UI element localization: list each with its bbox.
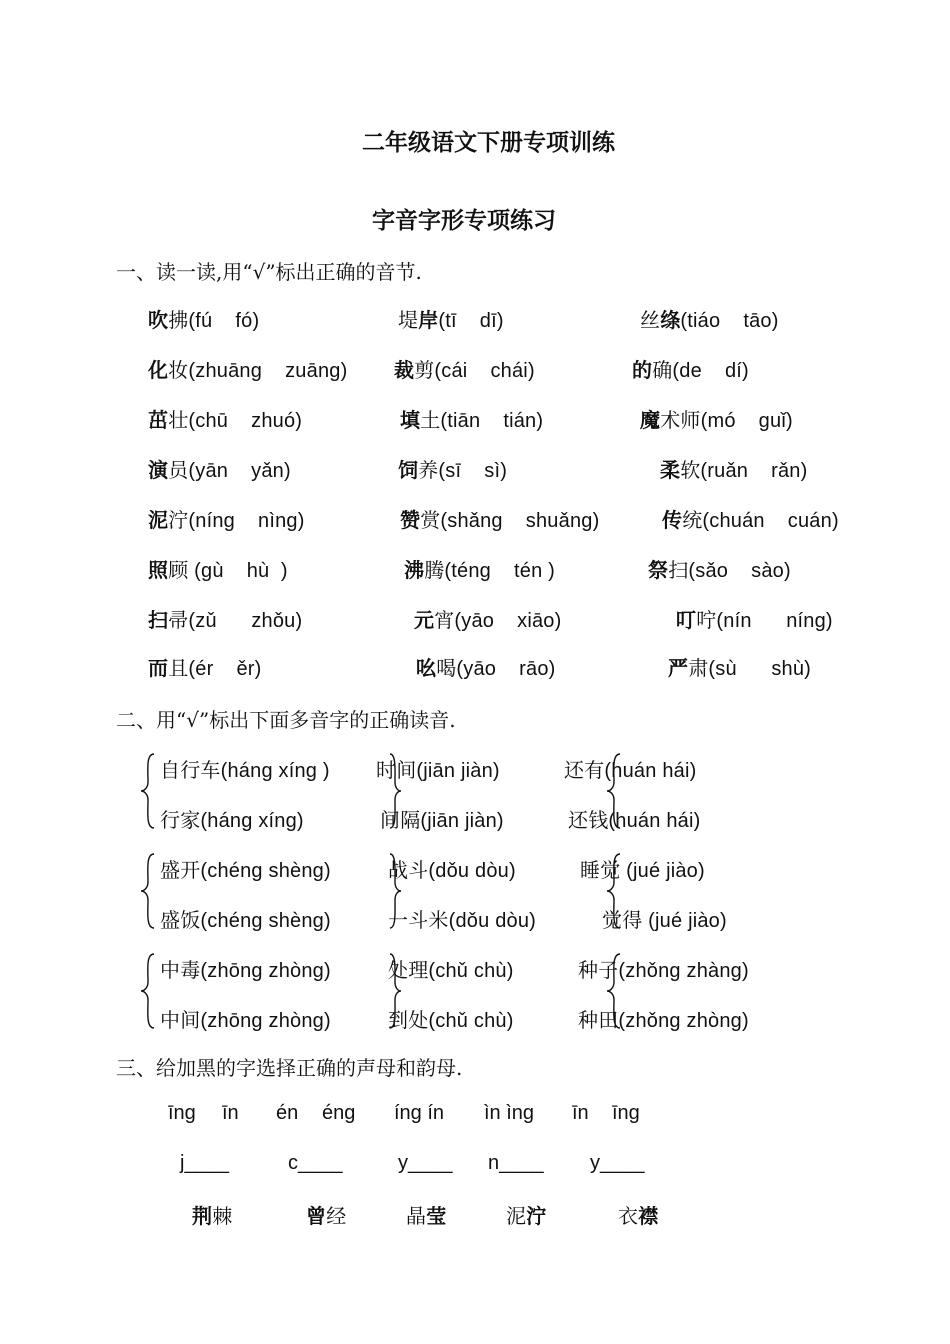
final-option: īn — [222, 1102, 239, 1124]
final-option: īng — [168, 1102, 196, 1124]
final-option: én — [276, 1102, 299, 1124]
pinyin-options: (chéng shèng) — [200, 910, 331, 932]
pinyin-options: (chéng shèng) — [200, 860, 331, 882]
pinyin-options: (fú fó) — [188, 310, 260, 332]
pinyin-item — [148, 504, 305, 533]
word-char-1: 填 — [400, 408, 421, 432]
word-char-rest: 泞 — [168, 508, 189, 532]
pinyin-options: (háng xíng) — [200, 810, 304, 832]
pinyin-item — [662, 504, 839, 533]
pinyin-options: (huán hái) — [604, 760, 697, 782]
pinyin-options: (mó guǐ) — [700, 410, 793, 432]
word-char-1: 赞 — [400, 508, 421, 532]
word-char-1: 茁 — [148, 408, 169, 432]
pinyin-item — [404, 554, 555, 583]
polyphone-word: 觉得 — [602, 908, 643, 932]
word-char-1: 衣 — [618, 1204, 639, 1228]
final-option: īng — [612, 1102, 640, 1124]
target-word — [406, 1200, 446, 1229]
word-char-1: 祭 — [648, 558, 669, 582]
pinyin-options: (sǎo sào) — [688, 560, 791, 582]
pinyin-item — [398, 454, 507, 483]
brace-group-9 — [606, 952, 622, 1030]
pinyin-options: (zhǒng zhàng) — [618, 960, 749, 982]
pinyin-item — [648, 554, 791, 583]
final-option: ìn ìng — [484, 1102, 535, 1124]
word-char-1: 照 — [148, 558, 169, 582]
pinyin-item — [668, 652, 811, 681]
word-char-rest: 扫 — [668, 558, 689, 582]
pinyin-options: (ér ěr) — [188, 658, 262, 680]
word-char-1: 泥 — [506, 1204, 527, 1228]
pinyin-item — [416, 652, 556, 681]
pinyin-options: (jiān jiàn) — [420, 810, 504, 832]
initial-blank[interactable]: y____ — [398, 1152, 453, 1174]
final-option: éng — [322, 1102, 356, 1124]
polyphone-item — [160, 904, 331, 933]
word-char-1: 荆 — [192, 1204, 213, 1228]
polyphone-word: 时间 — [376, 758, 417, 782]
pinyin-options: (tiáo tāo) — [680, 310, 779, 332]
word-char-rest: 软 — [680, 458, 701, 482]
word-char-rest: 帚 — [168, 608, 189, 632]
brace-group-1 — [140, 752, 156, 830]
word-char-2: 棘 — [212, 1204, 233, 1228]
polyphone-word: 处理 — [388, 958, 429, 982]
final-option: íng ín — [394, 1102, 445, 1124]
pinyin-item — [148, 354, 347, 383]
word-char-rest: 岸 — [418, 308, 439, 332]
pinyin-options: (cái chái) — [434, 360, 535, 382]
initial-blank[interactable]: j____ — [180, 1152, 229, 1174]
word-char-rest: 赏 — [420, 508, 441, 532]
pinyin-options: (níng nìng) — [188, 510, 305, 532]
word-char-1: 堤 — [398, 308, 419, 332]
polyphone-item — [578, 954, 749, 983]
pinyin-options: (zhuāng zuāng) — [188, 360, 348, 382]
pinyin-options: (shǎng shuǎng) — [440, 510, 600, 532]
word-char-rest: 肃 — [688, 656, 709, 680]
pinyin-item — [148, 652, 262, 681]
word-char-rest: 术师 — [660, 408, 701, 432]
pinyin-options: (gù hù ) — [188, 560, 288, 582]
target-word — [506, 1200, 546, 1229]
brace-group-4 — [388, 752, 402, 830]
word-char-2: 经 — [326, 1204, 347, 1228]
brace-group-8 — [606, 852, 622, 930]
polyphone-item — [160, 854, 331, 883]
word-char-1: 饲 — [398, 458, 419, 482]
brace-group-3 — [140, 952, 156, 1030]
pinyin-options: (de dí) — [672, 360, 749, 382]
document-title: 二年级语文下册专项训练 — [362, 130, 615, 156]
final-option: īn — [572, 1102, 589, 1124]
pinyin-options: (zhōng zhòng) — [200, 1010, 331, 1032]
pinyin-item — [148, 454, 291, 483]
polyphone-word: 盛饭 — [160, 908, 201, 932]
polyphone-word: 间隔 — [380, 808, 421, 832]
pinyin-item — [148, 604, 302, 633]
pinyin-options: (dǒu dòu) — [428, 860, 516, 882]
word-char-rest: 养 — [418, 458, 439, 482]
word-char-rest: 咛 — [696, 608, 717, 632]
pinyin-item — [398, 304, 504, 333]
polyphone-word: 睡觉 — [580, 858, 621, 882]
word-char-rest: 宵 — [434, 608, 455, 632]
polyphone-item — [580, 854, 705, 883]
polyphone-word: 自行车 — [160, 758, 221, 782]
pinyin-options: (nín níng) — [716, 610, 833, 632]
pinyin-item — [632, 354, 749, 383]
target-word — [306, 1200, 346, 1229]
word-char-rest: 妆 — [168, 358, 189, 382]
word-char-rest: 腾 — [424, 558, 445, 582]
pinyin-item — [640, 404, 793, 433]
pinyin-options: (jué jiào) — [620, 860, 705, 882]
pinyin-options: (tī dī) — [438, 310, 504, 332]
word-char-1: 严 — [668, 656, 689, 680]
pinyin-item — [640, 304, 779, 333]
word-char-1: 吆 — [416, 656, 437, 680]
pinyin-options: (yāo xiāo) — [454, 610, 562, 632]
pinyin-options: (yāo rāo) — [456, 658, 556, 680]
pinyin-options: (háng xíng ) — [220, 760, 330, 782]
word-char-rest: 确 — [652, 358, 673, 382]
initial-blank[interactable]: n____ — [488, 1152, 544, 1174]
polyphone-item — [160, 804, 304, 833]
word-char-rest: 壮 — [168, 408, 189, 432]
section3-heading: 三、给加黑的字选择正确的声母和韵母. — [116, 1056, 463, 1080]
pinyin-options: (huán hái) — [608, 810, 701, 832]
pinyin-options: (téng tén ) — [444, 560, 556, 582]
polyphone-word: 行家 — [160, 808, 201, 832]
pinyin-item — [414, 604, 562, 633]
pinyin-options: (dǒu dòu) — [448, 910, 537, 932]
word-char-rest: 绦 — [660, 308, 681, 332]
polyphone-item — [578, 1004, 749, 1033]
pinyin-options: (tiān tián) — [440, 410, 544, 432]
polyphone-word: 战斗 — [388, 858, 429, 882]
word-char-1: 扫 — [148, 608, 169, 632]
pinyin-options: (sī sì) — [438, 460, 508, 482]
pinyin-options: (chǔ chù) — [428, 1010, 514, 1032]
pinyin-options: (jiān jiàn) — [416, 760, 500, 782]
polyphone-item — [388, 904, 536, 933]
word-char-1: 魔 — [640, 408, 661, 432]
word-char-1: 元 — [414, 608, 435, 632]
polyphone-word: 盛开 — [160, 858, 201, 882]
pinyin-options: (chū zhuó) — [188, 410, 303, 432]
polyphone-word: 中间 — [160, 1008, 201, 1032]
polyphone-item — [388, 854, 516, 883]
pinyin-options: (jué jiào) — [642, 910, 727, 932]
brace-group-5 — [388, 852, 402, 930]
polyphone-word: 一斗米 — [388, 908, 449, 932]
word-char-rest: 且 — [168, 656, 189, 680]
word-char-rest: 员 — [168, 458, 189, 482]
polyphone-word: 中毒 — [160, 958, 201, 982]
polyphone-item — [388, 1004, 514, 1033]
word-char-1: 裁 — [394, 358, 415, 382]
word-char-rest: 土 — [420, 408, 441, 432]
word-char-2: 襟 — [638, 1204, 659, 1228]
pinyin-options: (zhǒng zhòng) — [618, 1010, 749, 1032]
target-word — [192, 1200, 232, 1229]
word-char-1: 传 — [662, 508, 683, 532]
word-char-1: 演 — [148, 458, 169, 482]
word-char-1: 丝 — [640, 308, 661, 332]
word-char-rest: 剪 — [414, 358, 435, 382]
polyphone-item — [388, 954, 514, 983]
word-char-rest: 拂 — [168, 308, 189, 332]
pinyin-item — [148, 404, 302, 433]
word-char-2: 泞 — [526, 1204, 547, 1228]
pinyin-item — [148, 554, 288, 583]
pinyin-options: (zhōng zhòng) — [200, 960, 331, 982]
pinyin-item — [660, 454, 808, 483]
polyphone-item — [160, 954, 331, 983]
brace-group-7 — [606, 752, 622, 830]
polyphone-word: 还钱 — [568, 808, 609, 832]
word-char-1: 泥 — [148, 508, 169, 532]
section-subtitle: 字音字形专项练习 — [372, 208, 556, 234]
pinyin-options: (chuán cuán) — [702, 510, 839, 532]
polyphone-item — [564, 754, 696, 783]
word-char-rest: 统 — [682, 508, 703, 532]
polyphone-word: 到处 — [388, 1008, 429, 1032]
word-char-1: 吹 — [148, 308, 169, 332]
word-char-1: 沸 — [404, 558, 425, 582]
pinyin-item — [400, 404, 543, 433]
polyphone-word: 种子 — [578, 958, 619, 982]
section2-heading: 二、用“√”标出下面多音字的正确读音. — [116, 708, 456, 732]
word-char-1: 曾 — [306, 1204, 327, 1228]
word-char-1: 化 — [148, 358, 169, 382]
pinyin-item — [394, 354, 535, 383]
pinyin-options: (ruǎn rǎn) — [700, 460, 808, 482]
word-char-1: 叮 — [676, 608, 697, 632]
pinyin-item — [676, 604, 833, 633]
polyphone-item — [160, 754, 330, 783]
pinyin-item — [148, 304, 259, 333]
initial-blank[interactable]: c____ — [288, 1152, 343, 1174]
polyphone-item — [568, 804, 700, 833]
word-char-1: 晶 — [406, 1204, 427, 1228]
word-char-rest: 顾 — [168, 558, 189, 582]
word-char-2: 莹 — [426, 1204, 447, 1228]
brace-group-2 — [140, 852, 156, 930]
word-char-1: 而 — [148, 656, 169, 680]
pinyin-options: (zǔ zhǒu) — [188, 610, 303, 632]
polyphone-item — [160, 1004, 331, 1033]
target-word — [618, 1200, 658, 1229]
word-char-rest: 喝 — [436, 656, 457, 680]
pinyin-options: (yān yǎn) — [188, 460, 291, 482]
word-char-1: 柔 — [660, 458, 681, 482]
section1-heading: 一、读一读,用“√”标出正确的音节. — [116, 260, 422, 284]
pinyin-options: (sù shù) — [708, 658, 812, 680]
polyphone-word: 还有 — [564, 758, 605, 782]
polyphone-word: 种田 — [578, 1008, 619, 1032]
brace-group-6 — [388, 952, 402, 1030]
pinyin-item — [400, 504, 599, 533]
initial-blank[interactable]: y____ — [590, 1152, 645, 1174]
word-char-1: 的 — [632, 358, 653, 382]
pinyin-options: (chǔ chù) — [428, 960, 514, 982]
